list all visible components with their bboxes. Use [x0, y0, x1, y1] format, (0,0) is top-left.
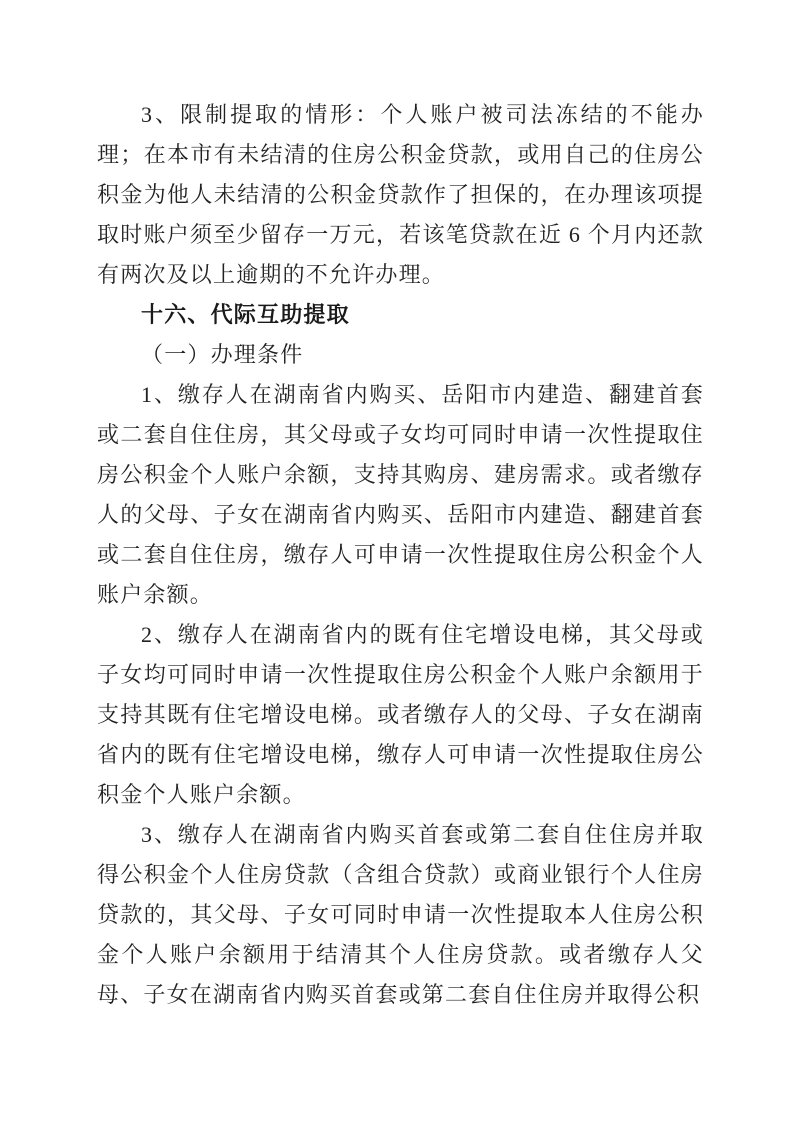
section-heading-intergenerational-withdrawal: 十六、代际互助提取 — [141, 302, 350, 327]
document-text-block — [97, 95, 704, 1015]
paragraph-condition-1-home-purchase: 1、缴存人在湖南省内购买、岳阳市内建造、翻建首套或二套自住住房，其父母或子女均可同时申请一次性提取住房公积金个人账户余额，支持其购房、建房需求。或者缴存人的父母、子女在湖南省内购买、岳阳市内建造、翻建首套或二套自住住房，缴存人可申请一次性提取住房公积金个人账户余额。 — [97, 382, 704, 607]
subsection-heading-conditions: （一）办理条件 — [141, 342, 304, 367]
paragraph-condition-3-loan-settlement: 3、缴存人在湖南省内购买首套或第二套自住住房并取得公积金个人住房贷款（含组合贷款）或商业银行个人住房贷款的，其父母、子女可同时申请一次性提取本人住房公积金个人账户余额用于结清其个人住房贷款。或者缴存人父母、子女在湖南省内购买首套或第二套自住住房并取得公积 — [97, 822, 704, 1007]
paragraph-restricted-withdrawal-cases: 3、限制提取的情形：个人账户被司法冻结的不能办理；在本市有未结清的住房公积金贷款，或用自己的住房公积金为他人未结清的公积金贷款作了担保的，在办理该项提取时账户须至少留存一万元，若该笔贷款在近 6 个月内还款有两次及以上逾期的不允许办理。 — [97, 102, 704, 287]
paragraph-condition-2-elevator-installation: 2、缴存人在湖南省内的既有住宅增设电梯，其父母或子女均可同时申请一次性提取住房公积金个人账户余额用于支持其既有住宅增设电梯。或者缴存人的父母、子女在湖南省内的既有住宅增设电梯，缴存人可申请一次性提取住房公积金个人账户余额。 — [97, 622, 704, 807]
